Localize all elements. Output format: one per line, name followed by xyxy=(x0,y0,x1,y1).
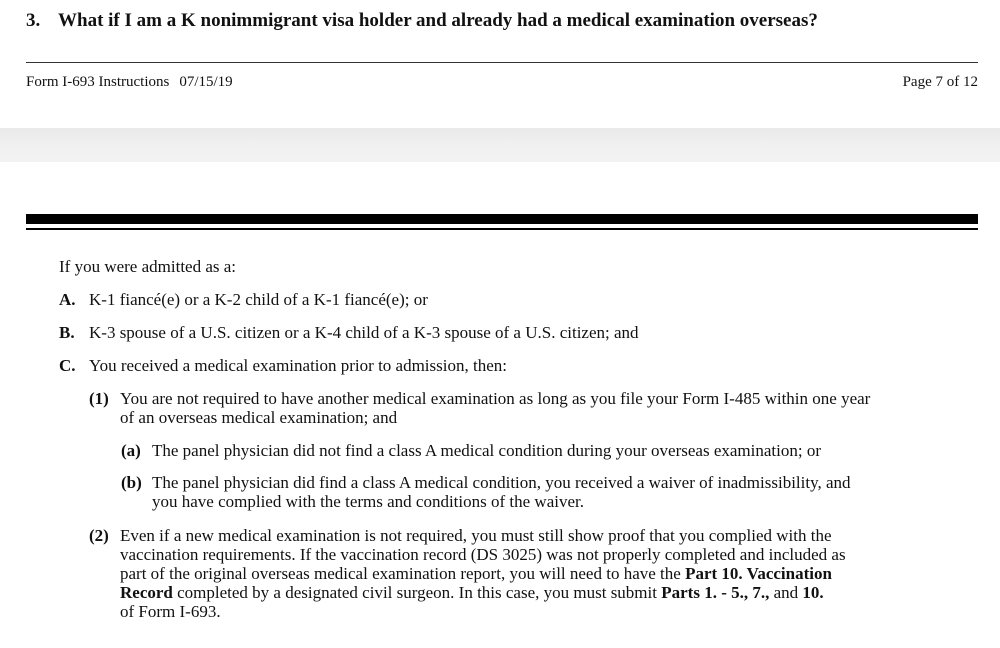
sub-item-line: vaccination requirements. If the vaccination record (DS 3025) was not properly completed and included as xyxy=(120,545,846,564)
footer-form-name: Form I-693 Instructions xyxy=(26,74,170,90)
bold-reference: 10. xyxy=(802,583,824,602)
bold-reference: Part 10. Vaccination xyxy=(685,564,832,583)
sub-marker: (b) xyxy=(121,473,142,492)
line-text: part of the original overseas medical examination report, you will need to have the xyxy=(120,564,686,583)
footer-date: 07/15/19 xyxy=(179,74,233,90)
sub-item-line xyxy=(120,583,824,602)
page-footer-form xyxy=(26,74,233,91)
previous-page xyxy=(0,0,1000,128)
footer-page-number: Page 7 of 12 xyxy=(902,74,978,90)
list-marker: B. xyxy=(59,323,75,342)
sub-marker: (a) xyxy=(121,441,141,460)
sub-item-line: Even if a new medical examination is not required, you must still show proof that you complied with the xyxy=(120,526,832,545)
sub-item-line xyxy=(120,564,832,583)
sub-item-line: The panel physician did find a class A medical condition, you received a waiver of inadmissibility, and xyxy=(152,473,851,492)
question-text: What if I am a K nonimmigrant visa holder and already had a medical examination overseas? xyxy=(58,10,818,31)
list-item-text: K-3 spouse of a U.S. citizen or a K-4 child of a K-3 spouse of a U.S. citizen; and xyxy=(89,323,639,342)
intro-text: If you were admitted as a: xyxy=(59,257,237,276)
sub-item-line: of Form I-693. xyxy=(120,602,221,621)
line-text: completed by a designated civil surgeon. In this case, you must submit xyxy=(172,583,662,602)
bold-reference: Record xyxy=(120,583,173,602)
list-marker: C. xyxy=(59,356,76,375)
bold-reference: Parts 1. - 5., 7., xyxy=(661,583,770,602)
list-item-text: K-1 fiancé(e) or a K-2 child of a K-1 fiancé(e); or xyxy=(89,290,428,309)
sub-marker: (2) xyxy=(89,526,109,545)
sub-item-line: You are not required to have another medical examination as long as you file your Form I-485 within one year xyxy=(120,389,871,408)
section-header-bar xyxy=(26,214,978,224)
page-separator xyxy=(0,128,1000,162)
question-heading xyxy=(26,10,818,32)
line-text: and xyxy=(769,583,803,602)
list-marker: A. xyxy=(59,290,76,309)
footer-rule xyxy=(26,62,978,63)
question-number: 3. xyxy=(26,10,41,31)
sub-item-line: you have complied with the terms and conditions of the waiver. xyxy=(152,492,584,511)
section-header-rule xyxy=(26,228,978,230)
sub-marker: (1) xyxy=(89,389,109,408)
sub-item-line: of an overseas medical examination; and xyxy=(120,408,398,427)
list-item-text: You received a medical examination prior to admission, then: xyxy=(89,356,507,375)
sub-item-line: The panel physician did not find a class A medical condition during your overseas examination; or xyxy=(152,441,821,460)
